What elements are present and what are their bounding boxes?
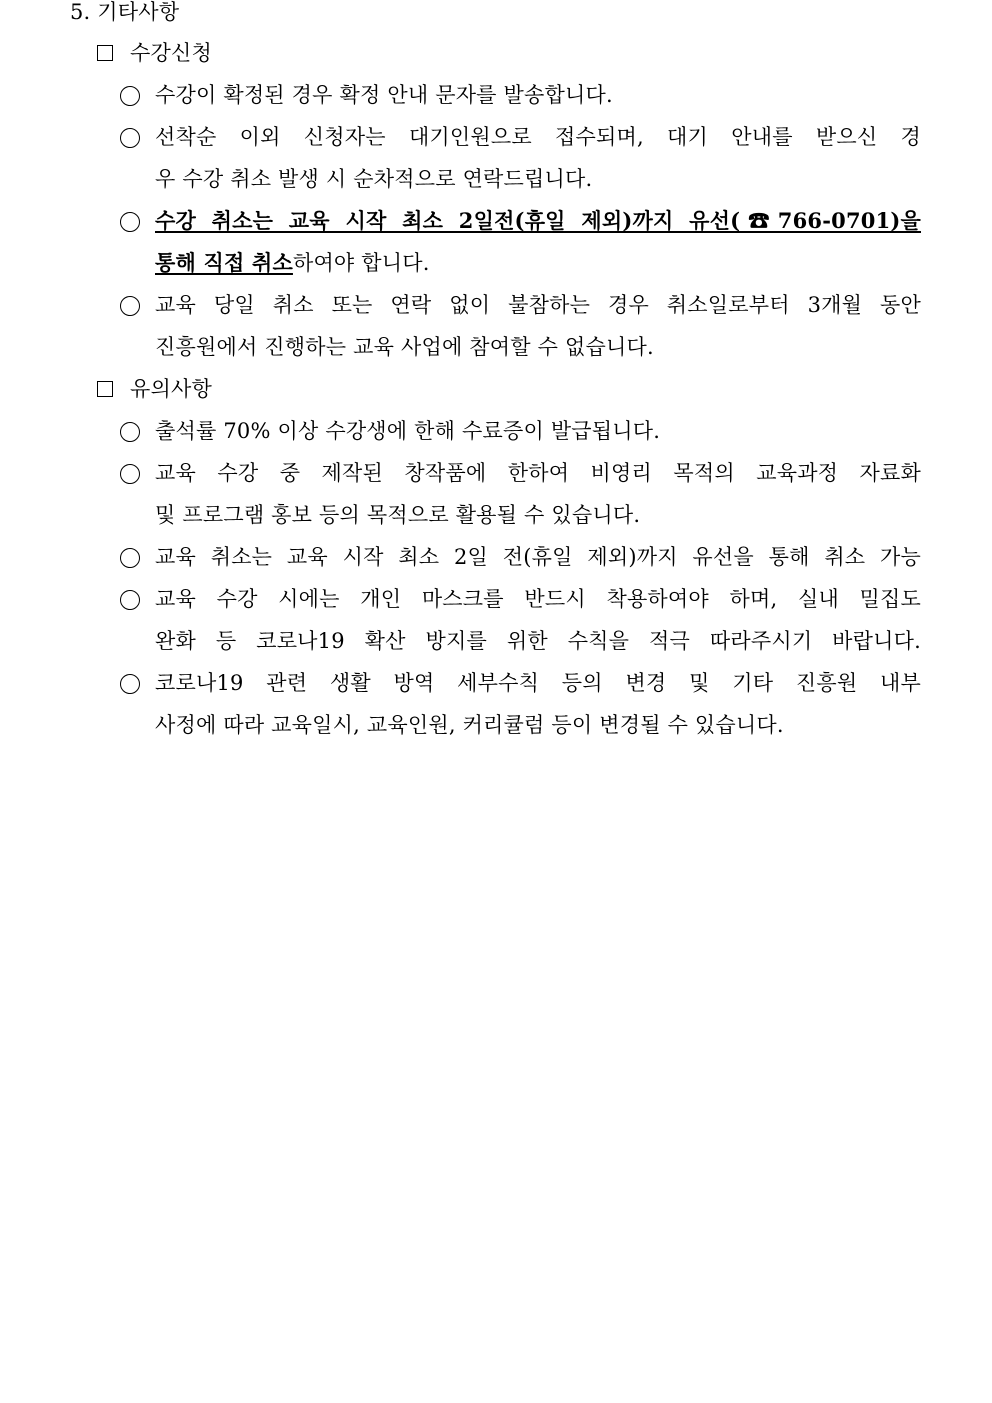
list-item: 수강이 확정된 경우 확정 안내 문자를 발송합니다.	[155, 83, 613, 107]
checkbox-square-icon	[97, 381, 113, 397]
circle-bullet-icon	[120, 86, 140, 106]
cancel-notice-rest: 하여야 합니다.	[292, 251, 430, 275]
list-item-continuation: 사정에 따라 교육일시, 교육인원, 커리큘럼 등이 변경될 수 있습니다.	[155, 713, 784, 737]
list-item: 교육 취소는 교육 시작 최소 2일 전(휴일 제외)까지 유선을 통해 취소 가능	[155, 545, 921, 569]
list-item-continuation: 및 프로그램 홍보 등의 목적으로 활용될 수 있습니다.	[155, 503, 641, 527]
circle-bullet-icon	[120, 212, 140, 232]
circle-bullet-icon	[120, 674, 140, 694]
list-item-continuation: 완화 등 코로나19 확산 방지를 위한 수칙을 적극 따라주시기 바랍니다.	[155, 629, 921, 653]
circle-bullet-icon	[120, 128, 140, 148]
circle-bullet-icon	[120, 464, 140, 484]
circle-bullet-icon	[120, 590, 140, 610]
list-item-continuation	[155, 248, 921, 278]
list-item: 교육 수강 시에는 개인 마스크를 반드시 착용하여야 하며, 실내 밀집도	[155, 587, 921, 611]
checkbox-square-icon	[97, 45, 113, 61]
list-item: 교육 당일 취소 또는 연락 없이 불참하는 경우 취소일로부터 3개월 동안	[155, 293, 921, 317]
circle-bullet-icon	[120, 548, 140, 568]
list-item: 교육 수강 중 제작된 창작품에 한하여 비영리 목적의 교육과정 자료화	[155, 461, 921, 485]
list-item: 코로나19 관련 생활 방역 세부수칙 등의 변경 및 기타 진흥원 내부	[155, 671, 921, 695]
cancel-notice-bold: 수강 취소는 교육 시작 최소 2일전(휴일 제외)까지 유선(☎766-0701)을	[155, 208, 921, 233]
section-title-notes: 유의사항	[130, 377, 212, 401]
cancel-notice-bold-end: 통해 직접 취소	[155, 250, 293, 275]
list-item-continuation: 진흥원에서 진행하는 교육 사업에 참여할 수 없습니다.	[155, 335, 654, 359]
list-item-continuation: 우 수강 취소 발생 시 순차적으로 연락드립니다.	[155, 167, 593, 191]
list-item: 출석률 70% 이상 수강생에 한해 수료증이 발급됩니다.	[155, 419, 661, 443]
section-heading: 5. 기타사항	[70, 0, 180, 24]
list-item: 선착순 이외 신청자는 대기인원으로 접수되며, 대기 안내를 받으신 경	[155, 125, 921, 149]
circle-bullet-icon	[120, 296, 140, 316]
section-title-registration: 수강신청	[130, 41, 212, 65]
circle-bullet-icon	[120, 422, 140, 442]
